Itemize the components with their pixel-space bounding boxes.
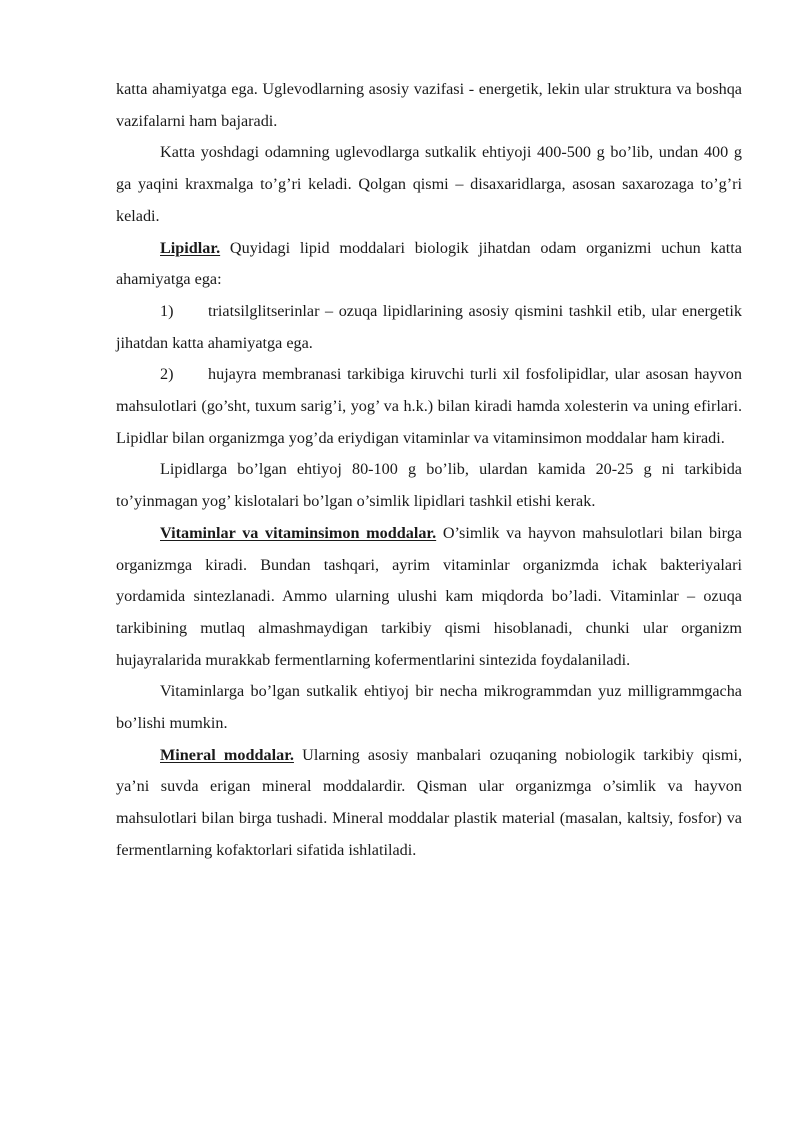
list-item-text: triatsilglitserinlar – ozuqa lipidlarining asosiy qismini tashkil etib, ular energetik jihatdan katta ahamiyatga ega. <box>116 301 742 352</box>
paragraph-lipids <box>116 233 742 296</box>
paragraph-carbohydrate-needs: Katta yoshdagi odamning uglevodlarga sutkalik ehtiyoji 400-500 g bo’lib, undan 400 g ga yaqini kraxmalga to’g’ri keladi. Qolgan qismi – disaxaridlarga, asosan saxarozaga to’g’ri keladi. <box>116 143 742 225</box>
list-item-2 <box>116 359 742 454</box>
section-heading-lipids: Lipidlar. <box>160 238 221 257</box>
section-heading-minerals: Mineral moddalar. <box>160 745 294 764</box>
paragraph-minerals-text: Ularning asosiy manbalari ozuqaning nobiologik tarkibiy qismi, ya’ni suvda erigan mineral moddalardir. Qisman ular organizmga o’simlik va hayvon mahsulotlari bilan birga tushadi. Mineral moddalar plastik material (masalan, kaltsiy, fosfor) va fermentlarning kofaktorlari sifatida ishlatiladi. <box>116 745 742 859</box>
paragraph-minerals <box>116 740 742 867</box>
paragraph-carbohydrate-function: katta ahamiyatga ega. Uglevodlarning asosiy vazifasi - energetik, lekin ular struktura va boshqa vazifalarni ham bajaradi. <box>116 80 742 130</box>
paragraph-vitamin-needs: Vitaminlarga bo’lgan sutkalik ehtiyoj bir necha mikrogrammdan yuz milligrammgacha bo’lishi mumkin. <box>116 682 742 733</box>
list-item-number: 2) <box>160 365 174 384</box>
paragraph-lipid-needs: Lipidlarga bo’lgan ehtiyoj 80-100 g bo’lib, ulardan kamida 20-25 g ni tarkibida to’yinmagan yog’ kislotalari bo’lgan o’simlik lipidlari tashkil etishi kerak. <box>116 460 742 511</box>
list-item-number: 1) <box>160 301 174 320</box>
document-page <box>116 74 742 867</box>
paragraph-vitamins-text: O’simlik va hayvon mahsulotlari bilan birga organizmga kiradi. Bundan tashqari, ayrim vitaminlar organizmda ichak bakteriyalari yordamida sintezlanadi. Ammo ularning ulushi kam miqdorda bo’ladi. Vitaminlar – ozuqa tarkibining mutlaq almashmaydigan tarkibiy qismi hisoblanadi, chunki ular organizm hujayralarida murakkab fermentlarning kofermentlarini sintezida foydalaniladi. <box>116 523 742 669</box>
paragraph-lipids-text: Quyidagi lipid moddalari biologik jihatdan odam organizmi uchun katta ahamiyatga ega: <box>116 238 742 289</box>
list-item-text: hujayra membranasi tarkibiga kiruvchi turli xil fosfolipidlar, ular asosan hayvon mahsulotlari (go’sht, tuxum sarig’i, yog’ va h.k.) bilan kiradi hamda xolesterin va uning efirlari. Lipidlar bilan organizmga yog’da eriydigan vitaminlar va vitaminsimon moddalar ham kiradi. <box>116 365 742 447</box>
list-item-1 <box>116 296 742 359</box>
paragraph-vitamins <box>116 518 742 677</box>
section-heading-vitamins: Vitaminlar va vitaminsimon moddalar. <box>160 523 437 542</box>
